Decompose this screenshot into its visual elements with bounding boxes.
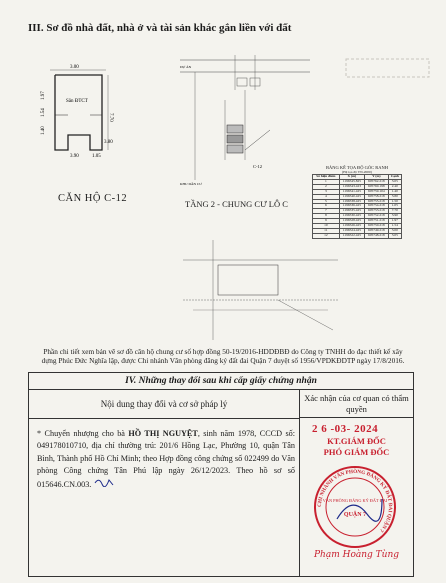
coord-cell: 605751.218 <box>365 219 389 224</box>
coord-cell: 3.05 <box>388 233 401 238</box>
coord-cell: 605749.218 <box>365 228 389 233</box>
coord-cell: 1.40 <box>388 189 401 194</box>
coord-cell: 605758.218 <box>365 194 389 199</box>
coordinate-table-title: BẢNG KÊ TỌA ĐỘ GÓC RANH <box>325 165 389 170</box>
site-note-2: KHU DÂN CƯ <box>180 182 202 186</box>
coord-cell: 1196524.425 <box>339 228 364 233</box>
coord-cell: 1196536.425 <box>339 204 364 209</box>
site-plan <box>175 50 315 190</box>
coord-cell: 605753.218 <box>365 209 389 214</box>
signer-name: Phạm Hoàng Tùng <box>313 550 400 560</box>
coord-cell: 1196543.423 <box>339 184 364 189</box>
coord-cell: 9 <box>313 219 340 224</box>
coord-cell: 605755.218 <box>365 199 389 204</box>
coordinate-table-block <box>312 165 402 239</box>
authority-column <box>300 390 413 576</box>
lot-label: C-12 <box>253 164 262 169</box>
coord-cell: 605750.218 <box>365 224 389 229</box>
floor-caption: TẦNG 2 - CHUNG CƯ LÔ C <box>185 199 288 209</box>
coord-cell: 10 <box>313 224 340 229</box>
date-stamp: 2 6 -03- 2024 <box>312 423 379 435</box>
coord-cell: 5 <box>313 199 340 204</box>
dim-top: 3.00 <box>70 65 79 70</box>
coord-cell: 605760.198 <box>365 184 389 189</box>
coord-cell: 6 <box>313 204 340 209</box>
coord-cell: 3.80 <box>388 194 401 199</box>
svg-text:CHI NHÁNH VĂN PHÒNG ĐĂNG KÝ ĐẤ: CHI NHÁNH VĂN PHÒNG ĐĂNG KÝ ĐẤT ĐAI QUẬN 7 <box>316 468 394 534</box>
coord-cell: 1196538.425 <box>339 199 364 204</box>
coord-header-3: Cạnh <box>388 175 401 180</box>
coord-cell: 605752.218 <box>365 214 389 219</box>
coord-cell: 605748.218 <box>365 233 389 238</box>
coord-cell: 1.05 <box>388 204 401 209</box>
floor-layout-drawing <box>183 240 338 340</box>
pgd-label: PHÓ GIÁM ĐỐC <box>323 447 390 457</box>
entry-details: , sinh năm 1978, CCCD số: 049178010710, địa chỉ thường trú: 201/6 Hồng Lạc, Phường 10, quận Tân Bình, Thành phố Hồ Chí Minh; theo Hợp đồng công chứng số 022499 do Văn phòng Công chứng Tân Phú lập ngày 26/12/2023. Theo hồ sơ số 015646.CN.003. <box>37 429 295 490</box>
coord-header-2: Y (m) <box>365 175 389 180</box>
apartment-floorplan <box>40 55 140 195</box>
entry-prefix: * Chuyển nhượng cho bà <box>37 429 129 438</box>
coord-cell: 1.50 <box>388 199 401 204</box>
coord-cell: 8 <box>313 214 340 219</box>
entry-name: HỒ THỊ NGUYỆT <box>128 429 198 438</box>
coord-row <box>313 233 402 238</box>
section-4-table <box>28 372 414 577</box>
coord-cell: 1 <box>313 179 340 184</box>
coord-cell: 3.00 <box>388 228 401 233</box>
coord-cell: 11 <box>313 228 340 233</box>
site-note-1: DỰ ÁN <box>180 65 192 69</box>
coord-cell: 1196535.425 <box>339 209 364 214</box>
changes-column-header: Nội dung thay đổi và cơ sở pháp lý <box>29 390 299 419</box>
coord-cell: 1196526.425 <box>339 224 364 229</box>
kt-label: KT.GIÁM ĐỐC <box>327 436 386 446</box>
coord-cell: 7 <box>313 209 340 214</box>
coord-cell: 1196530.425 <box>339 214 364 219</box>
svg-text:QUẬN 7: QUẬN 7 <box>343 512 367 518</box>
coord-cell: 3.90 <box>388 214 401 219</box>
section-4-title: IV. Những thay đổi sau khi cấp giấy chứng nhận <box>29 373 413 390</box>
coord-cell: 1196522.425 <box>339 233 364 238</box>
coord-cell: 7.70 <box>388 209 401 214</box>
faded-stamp <box>345 58 430 78</box>
room-label: Sân ĐTCT <box>66 99 88 104</box>
signer-title <box>300 436 413 458</box>
coord-cell: 1196528.425 <box>339 219 364 224</box>
coord-cell: 1.54 <box>388 224 401 229</box>
dim-notch: 3.80 <box>104 140 113 145</box>
coord-cell: 3.05 <box>388 179 401 184</box>
coordinate-table-subtitle: (Hệ tọa độ VN-2000) <box>342 170 372 174</box>
change-entry <box>37 428 295 491</box>
dim-bottom-2: 1.05 <box>92 154 101 159</box>
coord-cell: 4 <box>313 194 340 199</box>
coordinate-table <box>312 174 402 239</box>
dim-left-1: 1.40 <box>41 126 46 135</box>
coord-cell: 2.40 <box>388 184 401 189</box>
authority-column-header: Xác nhận của cơ quan có thẩm quyền <box>300 390 413 418</box>
official-seal <box>312 464 398 550</box>
coord-cell: 2 <box>313 184 340 189</box>
dim-left-3: 1.97 <box>41 91 46 100</box>
drawing-note: Phần chi tiết xem bản vẽ sơ đồ căn hộ chung cư số hợp đồng 50-19/2016-HDDĐBĐ do Công ty TNHH đo đạc thiết kế xây dựng Phúc Đức Nghĩa lập, được Chi nhánh Văn phòng đăng ký đất đai Quận 7 duyệt số 1956/VPDKĐDTP ngày 17/8/2016. <box>41 347 405 365</box>
coord-header-1: X (m) <box>339 175 364 180</box>
coord-cell: 1196540.425 <box>339 194 364 199</box>
coord-header-0: Số hiệu điểm <box>313 175 340 180</box>
changes-column <box>29 390 300 576</box>
coord-cell: 1.97 <box>388 219 401 224</box>
coord-cell: 12 <box>313 233 340 238</box>
coord-cell: 3 <box>313 189 340 194</box>
svg-text:VĂN PHÒNG ĐĂNG KÝ ĐẤT ĐAI: VĂN PHÒNG ĐĂNG KÝ ĐẤT ĐAI <box>322 498 388 503</box>
dim-right: 7.70 <box>108 113 113 122</box>
section-3-title: III. Sơ đồ nhà đất, nhà ở và tài sản khác gắn liền với đất <box>28 22 292 34</box>
coord-cell: 1196541.425 <box>339 189 364 194</box>
coord-cell: 1196545.825 <box>339 179 364 184</box>
dim-left-2: 1.54 <box>41 108 46 117</box>
coord-cell: 605762.218 <box>365 179 389 184</box>
coord-cell: 605759.104 <box>365 189 389 194</box>
initial-signature <box>93 477 115 487</box>
apartment-caption: CĂN HỘ C-12 <box>58 193 128 204</box>
coord-cell: 605754.218 <box>365 204 389 209</box>
dim-bottom: 3.90 <box>70 154 79 159</box>
